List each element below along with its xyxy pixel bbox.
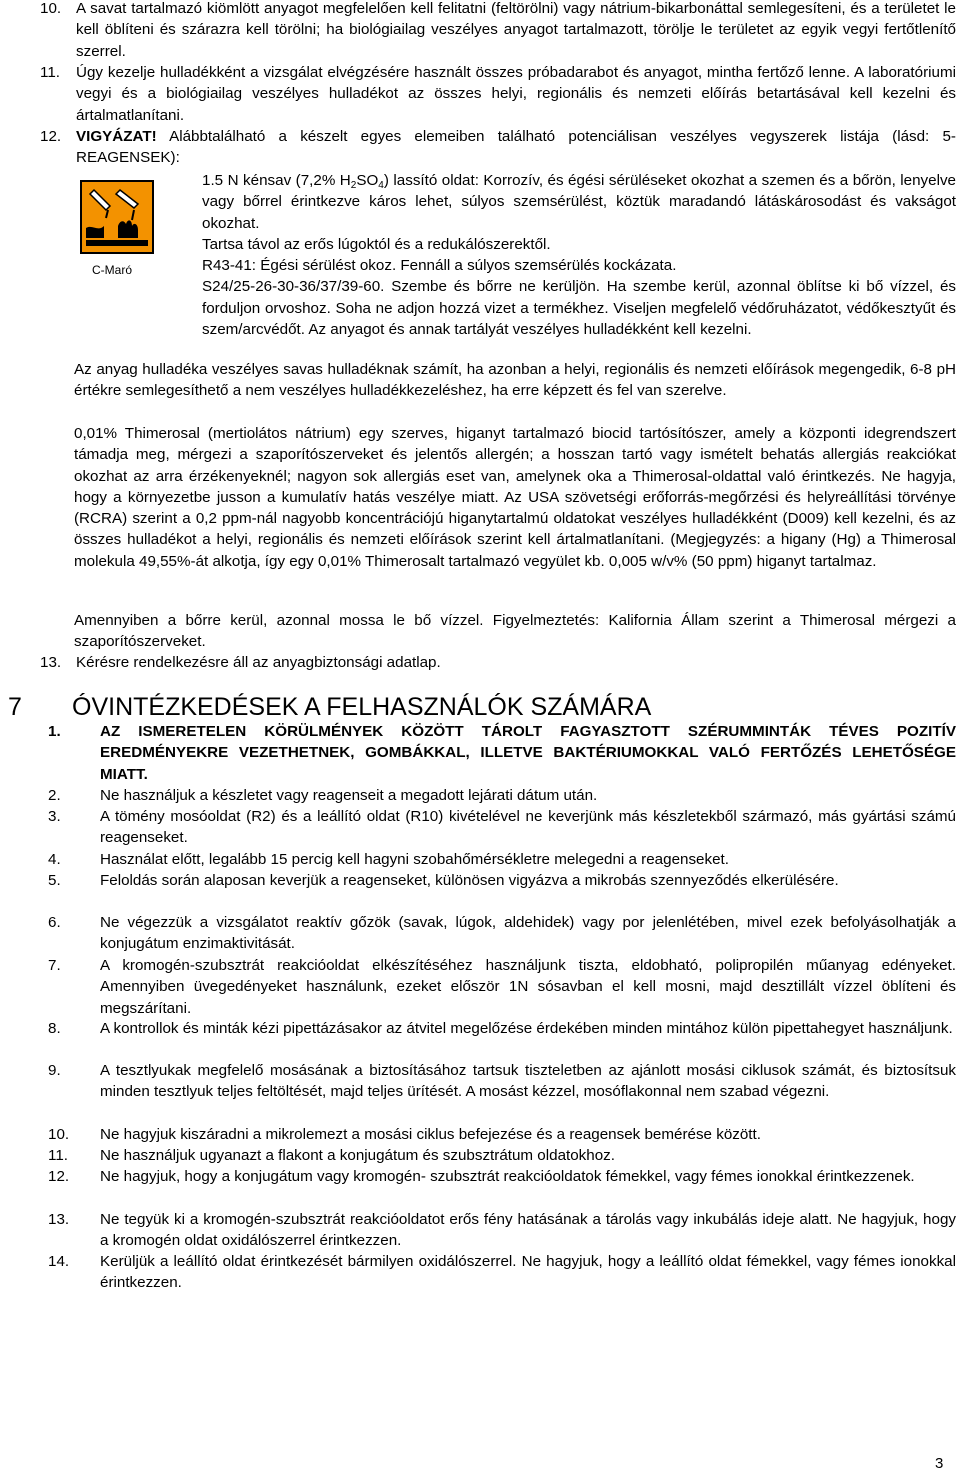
list-item: 13. Ne tegyük ki a kromogén-szubsztrát reakcióoldatot erős fény hatásának a tárolás vagy inkubálás ideje alatt. Ne hagyjuk, hogy a kromogén oldat oxidálószerrel érintkezzen. <box>48 1211 956 1250</box>
hazard-text: 1.5 N kénsav (7,2% $H_2SO_4$) lassító oldat: Korrozív, és égési sérüléseket okozhat a szemen és a bőrön, lenyelve vagy bőrrel érintkezve káros lehet, súlyos szemsérülést, köztük maradandó látáskárosodást és vakságot okozhat. Tartsa távol az erős lúgoktól és a redukálószerektől. R43-41: Égési sérülést okoz. Fennáll a súlyos szemsérülés kockázata. S24/25-26-30-36/37/39-60. Szembe és bőrre ne kerüljön. Ha szembe kerül, azonnal öblítse ki bő vízzel, és forduljon orvoshoz. Soha ne adjon hozzá vizet a termékhez. Viseljen megfelelő védőruházatot, védőkesztyűt és szem/arcvédőt. Az anyagot és annak tartályát veszélyes hulladékként kell kezelni. <box>202 170 956 340</box>
list-item: 4. Használat előtt, legalább 15 percig kell hagyni szobahőmérsékletre melegedni a reagenseket. <box>48 851 729 868</box>
list-item: 1. AZ ISMERETELEN KÖRÜLMÉNYEK KÖZÖTT TÁROLT FAGYASZTOTT SZÉRUMMINTÁK TÉVES POZITÍV EREDMÉNYEKRE VEZETHETNEK, GOMBÁKKAL, ILLETVE BAKTÉRIUMOKKAL VALÓ FERTŐZÉS LEHETŐSÉGE MIATT. <box>48 723 956 783</box>
item-text: Kérésre rendelkezésre áll az anyagbiztonsági adatlap. <box>76 654 441 671</box>
item-number: 11. <box>40 64 60 81</box>
list-item: 8. A kontrollok és minták kézi pipettázásakor az átvitel megelőzése érdekében minden mintához külön pipettahegyet használjunk. <box>48 1020 953 1037</box>
section-title: ÓVINTÉZKEDÉSEK A FELHASZNÁLÓK SZÁMÁRA <box>72 693 652 721</box>
hazard-line: R43-41: Égési sérülést okoz. Fennáll a súlyos szemsérülés kockázata. <box>202 257 677 275</box>
list-item: 14. Kerüljük a leállító oldat érintkezését bármilyen oxidálószerrel. Ne hagyjuk, hogy a leállító oldat fémekkel, vagy fémes ionokkal érintkezzen. <box>48 1253 956 1292</box>
list-item: 5. Feloldás során alaposan keverjük a reagenseket, különösen vigyázva a mikrobás szennyeződés elkerülésére. <box>48 872 839 889</box>
corrosive-hazard-icon <box>80 180 154 254</box>
list-item: 10. Ne hagyjuk kiszáradni a mikrolemezt a mosási ciklus befejezése és a reagensek bemérése között. <box>48 1126 761 1143</box>
paragraph: Amennyiben a bőrre kerül, azonnal mossa le bő vízzel. Figyelmeztetés: Kalifornia Állam szerint a Thimerosal mérgezi a szaporítószerveket. <box>74 612 956 651</box>
item-text: Alábbtalálható a készelt egyes elemeiben található potenciálisan veszélyes vegyszerek listája (lásd: 5- REAGENSEK): <box>76 128 956 167</box>
warning-label: VIGYÁZAT! <box>76 128 157 145</box>
page-number: 3 <box>935 1455 944 1472</box>
list-item: 7. A kromogén-szubsztrát reakcióoldat elkészítéséhez használjunk tiszta, eldobható, polipropilén műanyag edényeket. Amennyiben üvegedényeket használunk, ezeket először 1N sósavban el kell mosni, majd desztillált vízzel öblíteni és megszárítani. <box>48 957 956 1017</box>
list-item <box>40 652 956 673</box>
list-item: 11. Ne használjuk ugyanazt a flakont a konjugátum és szubsztrátum oldatokhoz. <box>48 1147 615 1164</box>
item-number: 13. <box>40 654 62 671</box>
list-item: 6. Ne végezzük a vizsgálatot reaktív gőzök (savak, lúgok, aldehidek) vagy por jelenlétében, mivel ezek befolyásolhatják a konjugátum enzimaktivitását. <box>48 914 956 953</box>
list-item: 12. Ne hagyjuk, hogy a konjugátum vagy kromogén- szubsztrát reakcióoldatok fémekkel, vagy fémes ionokkal érintkezzenek. <box>48 1168 915 1185</box>
hazard-line: S24/25-26-30-36/37/39-60. Szembe és bőrre ne kerüljön. Ha szembe kerül, azonnal öblítse ki bő vízzel, és forduljon orvoshoz. Soha ne adjon hozzá vizet a termékhez. Viseljen megfelelő védőruházatot, védőkesztyűt és szem/arcvédőt. Az anyagot és annak tartályát veszélyes hulladékként kell kezelni. <box>202 278 956 339</box>
list-item: 9. A tesztlyukak megfelelő mosásának a biztosításához tartsuk tiszteletben az ajánlott mosási ciklusok számát, és biztosítsuk minden tesztlyuk teljes feltöltését, majd teljes ürítését. A mosást kézzel, mosóflakonnal nem szabad végezni. <box>48 1062 956 1101</box>
item-number: 10. <box>40 0 62 17</box>
list-item <box>40 62 956 126</box>
paragraph: Az anyag hulladéka veszélyes savas hulladéknak számít, ha azonban a helyi, regionális és nemzeti előírások megengedik, 6-8 pH értékre semlegesíthető a nem veszélyes hulladékkezeléshez, ha erre képzett és fel van szerelve. <box>74 361 956 400</box>
section-number: 7 <box>8 693 22 721</box>
hazard-caption: C-Maró <box>92 263 133 277</box>
list-item <box>40 126 956 169</box>
list-item: 3. A tömény mosóoldat (R2) és a leállító oldat (R10) kivételével ne keverjünk más készletekből származó, más gyártási számú reagenseket. <box>48 808 956 847</box>
item-text: Úgy kezelje hulladékként a vizsgálat elvégzésére használt összes próbadarabot és anyagot, mintha fertőző lenne. A laboratóriumi vegyi és a biológiailag veszélyes hulladékot az összes helyi, regionális és nemzeti előírás betartásával kell kezelni és ártalmatlanítani. <box>76 64 956 124</box>
list-item <box>40 0 956 62</box>
list-item: 2. Ne használjuk a készletet vagy reagenseit a megadott lejárati dátum után. <box>48 787 598 804</box>
item-number: 12. <box>40 128 62 145</box>
hazard-line: Tartsa távol az erős lúgoktól és a redukálószerektől. <box>202 235 551 253</box>
paragraph: 0,01% Thimerosal (mertiolátos nátrium) egy szerves, higanyt tartalmazó biocid tartósítószer, amely a központi idegrendszert támadja meg, mérgezi a szaporítószerveket és jelentős allergén; a hosszan tartó vagy ismételt behatás allergiás reakciókat okozhat az arra érzékenyeknél; nagyon sok allergiás eset van, amelynek oka a Thimerosal-oldattal való érintkezés. Ne hagyja, hogy a környezetbe jusson a kumulatív hatás veszélye miatt. Az USA szövetségi erőforrás-megőrzési és helyreállítási törvénye (RCRA) szerint a 0,2 ppm-nál nagyobb koncentrációjú higanytartalmú oldatokat veszélyes hulladékként (D009) kell kezelni, és az összes hulladékot a helyi, regionális és nemzeti előírások szerint kell ártalmatlanítani. (Megjegyzés: a higany (Hg) a Thimerosal molekula 49,55%-át alkotja, így egy 0,01% Thimerosalt tartalmazó vegyület kb. 0,005 w/v% (50 ppm) higanyt tartalmaz. <box>74 425 956 570</box>
item-text: A savat tartalmazó kiömlött anyagot megfelelően kell felitatni (feltörölni) vagy nátrium-bikarbonáttal semlegesíteni, és a területet le kell öblíteni és szárazra kell törölni; ha biológiailag veszélyes anyagot tartalmazott, törölje le területet az egyik vegyi fertőtlenítő szerrel. <box>76 0 956 60</box>
